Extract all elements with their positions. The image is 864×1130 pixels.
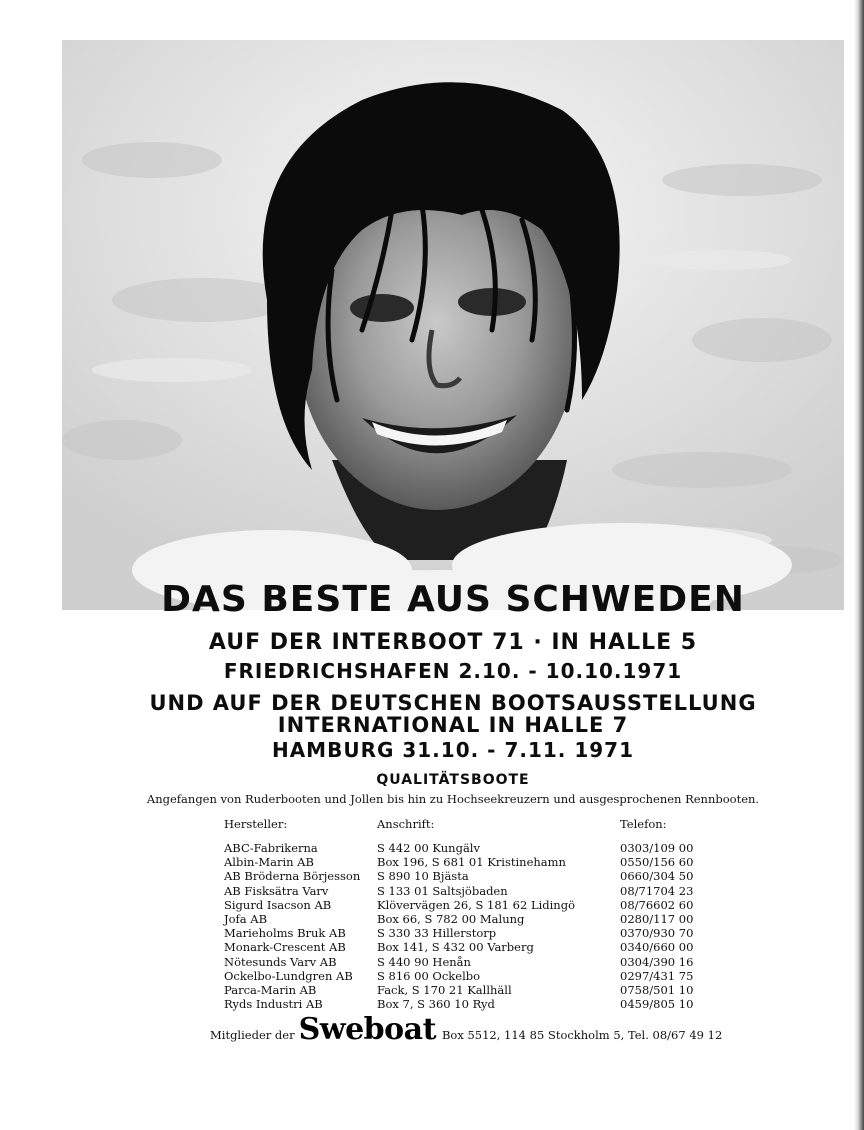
manufacturer-name: Marieholms Bruk AB xyxy=(224,926,346,941)
headline-interboot: AUF DER INTERBOOT 71 · IN HALLE 5 xyxy=(208,630,698,655)
headline-main: DAS BESTE AUS SCHWEDEN xyxy=(161,579,745,620)
table-row xyxy=(224,841,700,855)
page-edge-shadow xyxy=(854,0,864,1130)
manufacturer-address: Box 66, S 782 00 Malung xyxy=(377,911,525,926)
intro-text: Angefangen von Ruderbooten und Jollen bis hin zu Hochseekreuzern und ausgesprochenen Rennbooten. xyxy=(146,792,760,806)
manufacturer-phone: 08/76602 60 xyxy=(620,897,694,912)
headline-bootsausstellung-line1: UND AUF DER DEUTSCHEN BOOTSAUSSTELLUNG xyxy=(149,691,757,715)
headline-bootsausstellung xyxy=(62,692,844,736)
headline-hamburg: HAMBURG 31.10. - 7.11. 1971 xyxy=(271,738,635,762)
table-row xyxy=(224,855,700,869)
manufacturer-name: Sigurd Isacson AB xyxy=(224,897,332,912)
table-row xyxy=(224,997,700,1011)
manufacturer-address: Box 141, S 432 00 Varberg xyxy=(377,940,534,955)
headline-bootsausstellung-line2: INTERNATIONAL IN HALLE 7 xyxy=(277,713,629,738)
manufacturer-phone: 0303/109 00 xyxy=(620,841,694,855)
manufacturer-phone: 0550/156 60 xyxy=(620,855,694,870)
headline-friedrichshafen: FRIEDRICHSHAFEN 2.10. - 10.10.1971 xyxy=(223,659,683,683)
header-address: Anschrift: xyxy=(377,817,435,831)
header-phone: Telefon: xyxy=(620,817,667,831)
manufacturer-address: S 442 00 Kungälv xyxy=(377,841,480,855)
footer-address: Box 5512, 114 85 Stockholm 5, Tel. 08/67 49 12 xyxy=(441,1028,723,1042)
swimmer-photo-illustration xyxy=(62,40,844,610)
manufacturer-address: Box 7, S 360 10 Ryd xyxy=(377,997,495,1012)
table-row xyxy=(224,884,700,898)
manufacturer-table xyxy=(224,817,700,1011)
footer-prefix: Mitglieder der xyxy=(210,1028,295,1042)
manufacturer-address: S 440 90 Henån xyxy=(377,954,471,969)
manufacturer-phone: 0297/431 75 xyxy=(620,968,694,983)
manufacturer-phone: 0340/660 00 xyxy=(620,940,694,955)
manufacturer-address: S 330 33 Hillerstorp xyxy=(377,926,497,941)
headline-qualitaetsboote: QUALITÄTSBOOTE xyxy=(376,772,530,788)
table-row xyxy=(224,955,700,969)
manufacturer-name: Ryds Industri AB xyxy=(224,997,323,1012)
table-row xyxy=(224,898,700,912)
manufacturer-name: AB Fisksätra Varv xyxy=(224,883,329,898)
manufacturer-phone: 0370/930 70 xyxy=(620,926,694,941)
manufacturer-phone: 0280/117 00 xyxy=(620,911,694,926)
manufacturer-address: Klövervägen 26, S 181 62 Lidingö xyxy=(377,897,575,912)
manufacturer-name: Ockelbo-Lundgren AB xyxy=(224,968,353,983)
table-header-row xyxy=(224,817,700,841)
manufacturer-phone: 0758/501 10 xyxy=(620,982,694,997)
table-row xyxy=(224,912,700,926)
manufacturer-address: S 133 01 Saltsjöbaden xyxy=(377,883,508,898)
manufacturer-phone: 0304/390 16 xyxy=(620,954,694,969)
manufacturer-address: S 816 00 Ockelbo xyxy=(377,968,481,983)
manufacturer-name: ABC-Fabrikerna xyxy=(224,841,318,855)
manufacturer-name: Nötesunds Varv AB xyxy=(224,954,337,969)
table-row xyxy=(224,926,700,940)
manufacturer-address: S 890 10 Bjästa xyxy=(377,869,469,884)
sweboat-logo: Sweboat xyxy=(298,1012,436,1047)
manufacturer-address: Box 196, S 681 01 Kristinehamn xyxy=(377,855,566,870)
manufacturer-name: Albin-Marin AB xyxy=(224,855,314,870)
manufacturer-address: Fack, S 170 21 Kallhäll xyxy=(377,982,512,997)
manufacturer-name: AB Bröderna Börjesson xyxy=(224,869,361,884)
manufacturer-name: Parca-Marin AB xyxy=(224,982,317,997)
header-manufacturer: Hersteller: xyxy=(224,817,288,831)
manufacturer-phone: 0660/304 50 xyxy=(620,869,694,884)
manufacturer-name: Jofa AB xyxy=(224,911,268,926)
table-row xyxy=(224,969,700,983)
hero-photo xyxy=(62,40,844,610)
table-row xyxy=(224,983,700,997)
manufacturer-phone: 08/71704 23 xyxy=(620,883,694,898)
manufacturer-name: Monark-Crescent AB xyxy=(224,940,346,955)
table-row xyxy=(224,869,700,883)
table-row xyxy=(224,940,700,954)
footer-line xyxy=(210,1012,722,1047)
manufacturer-phone: 0459/805 10 xyxy=(620,997,694,1012)
